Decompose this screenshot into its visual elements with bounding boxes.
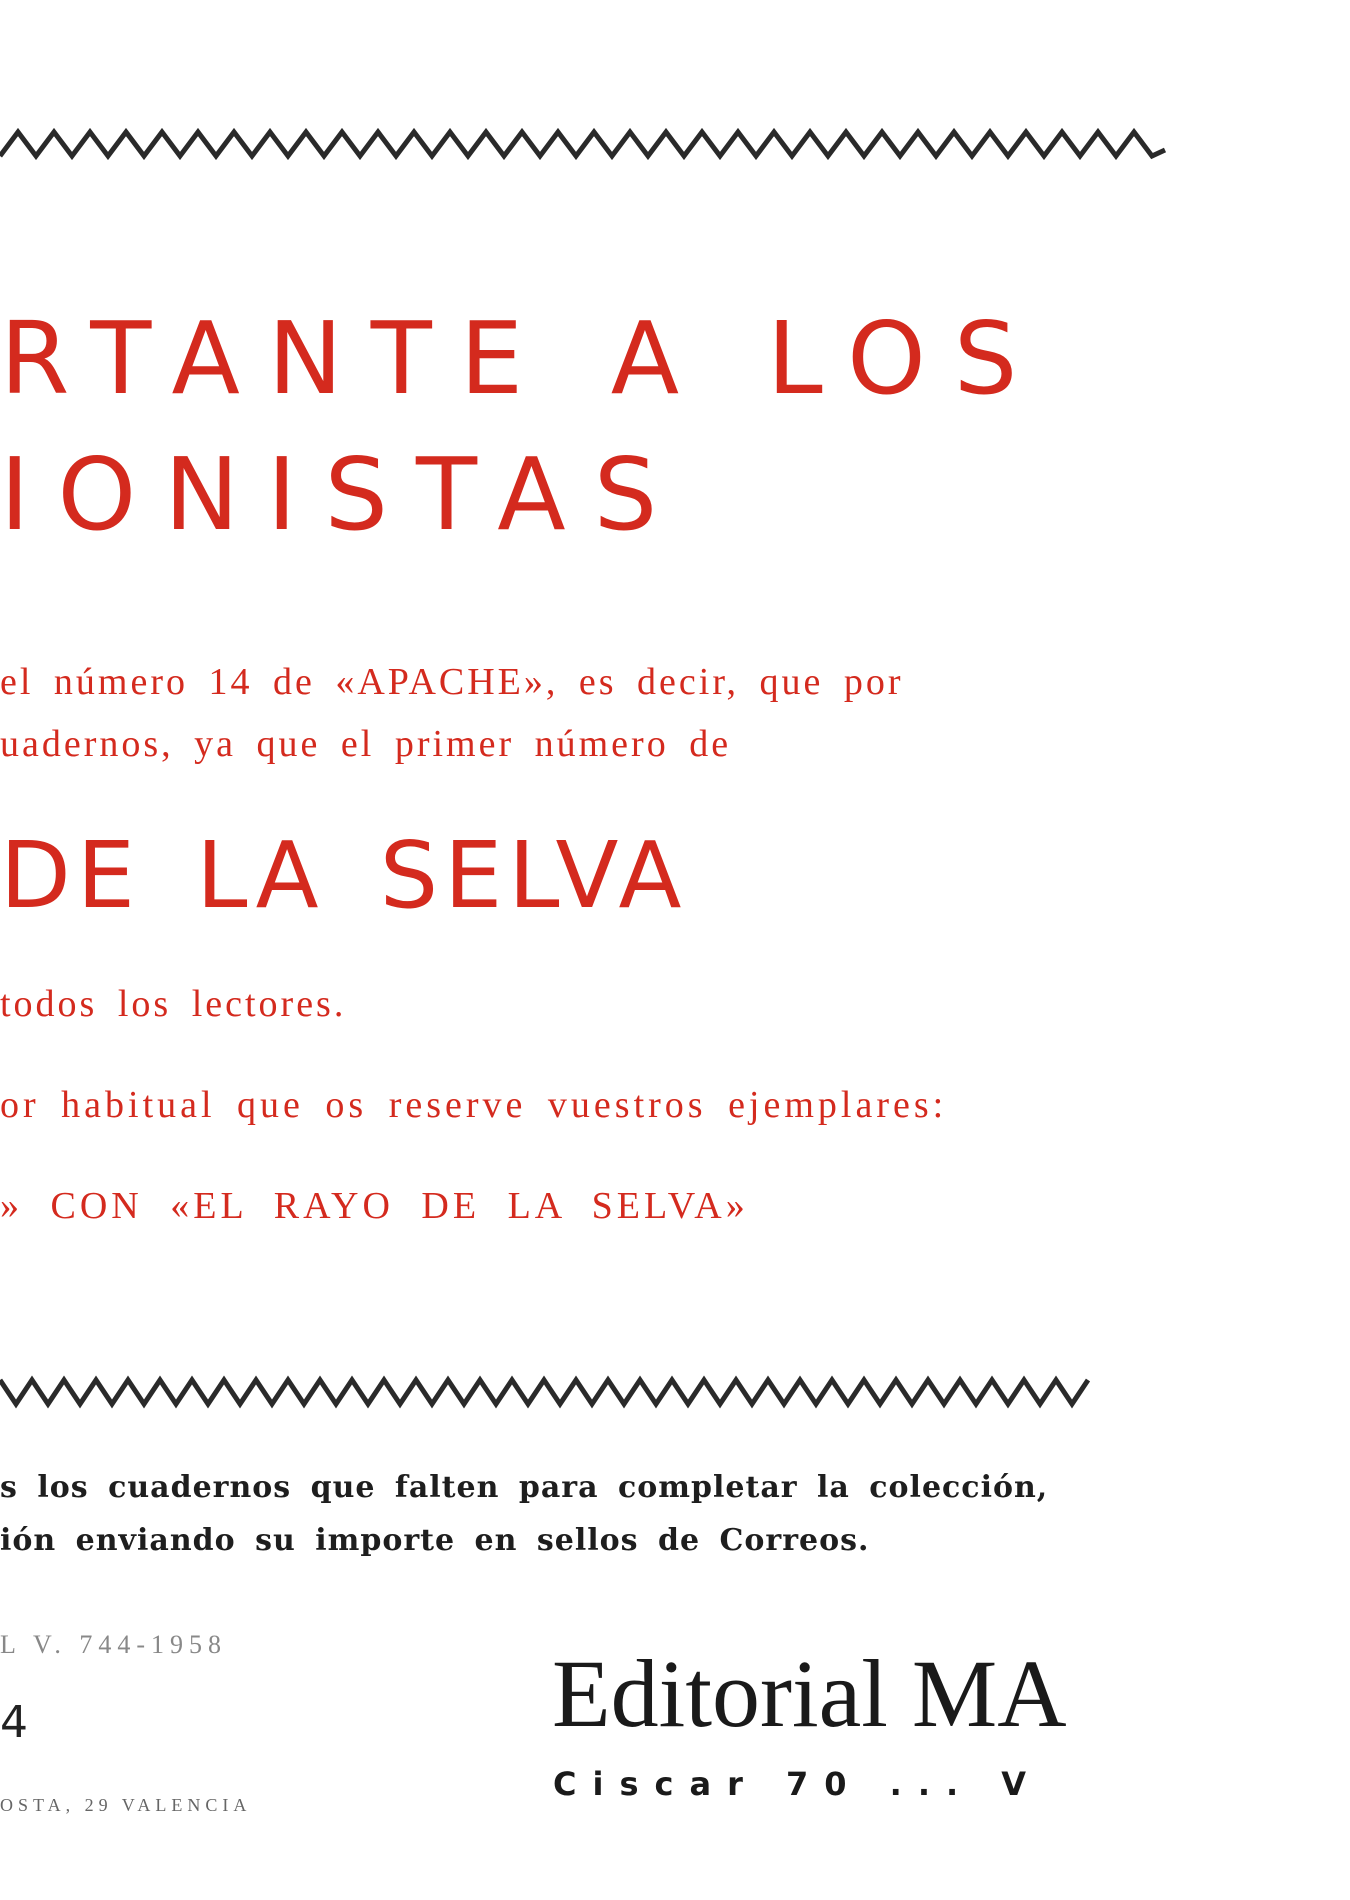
body-line-1: el número 14 de «APACHE», es decir, que por	[0, 661, 904, 703]
legal-deposit: L V. 744-1958	[0, 1630, 228, 1659]
headline-line-2: IONISTAS	[0, 436, 686, 553]
page-number: 4	[0, 1697, 28, 1748]
top-zigzag-border	[0, 118, 1180, 168]
body-line-4: or habitual que os reserve vuestros ejemplares:	[0, 1084, 948, 1126]
body-line-5: » CON «EL RAYO DE LA SELVA»	[0, 1185, 749, 1227]
bottom-zigzag-border	[0, 1368, 1100, 1418]
printer-address: OSTA, 29 VALENCIA	[0, 1795, 252, 1815]
body-line-2: uadernos, ya que el primer número de	[0, 723, 732, 765]
notice-line-1: s los cuadernos que falten para completar la colección,	[0, 1470, 1049, 1505]
body-line-3: todos los lectores.	[0, 983, 347, 1025]
series-title: DE LA SELVA	[0, 822, 688, 929]
publisher-address: Ciscar 70 ... V	[553, 1765, 1043, 1803]
notice-line-2: ión enviando su importe en sellos de Correos.	[0, 1523, 870, 1558]
headline-line-1: RTANTE A LOS	[0, 300, 1046, 417]
publisher-name: Editorial MA	[552, 1640, 1067, 1747]
